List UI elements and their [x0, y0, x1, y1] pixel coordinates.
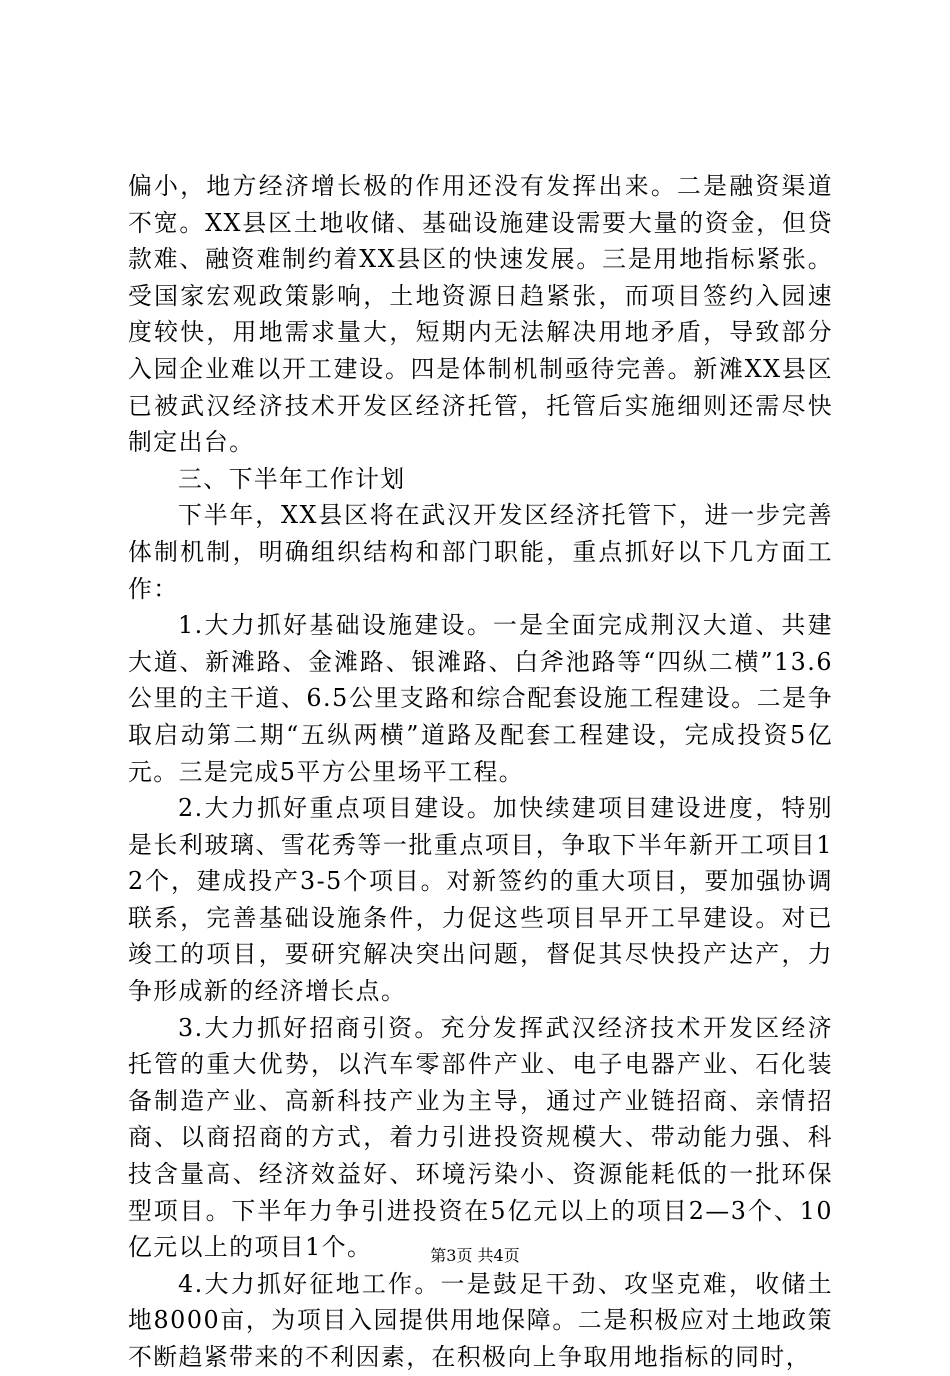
- paragraph-plan-intro: 下半年，XX县区将在武汉开发区经济托管下，进一步完善体制机制，明确组织结构和部门职能，重点抓好以下几方面工作：: [128, 501, 833, 603]
- paragraph-infrastructure: 1.大力抓好基础设施建设。一是全面完成荆汉大道、共建大道、新滩路、金滩路、银滩路、白斧池路等“四纵二横”13.6公里的主干道、6.5公里支路和综合配套设施工程建设。二是争取启动第二期“五纵两横”道路及配套工程建设，完成投资5亿元。三是完成5平方公里场平工程。: [128, 611, 833, 786]
- page-footer: 第3页 共4页: [430, 1246, 520, 1265]
- paragraph-investment-attraction: 3.大力抓好招商引资。充分发挥武汉经济技术开发区经济托管的重大优势，以汽车零部件产业、电子电器产业、石化装备制造产业、高新科技产业为主导，通过产业链招商、亲情招商、以商招商的方式，着力引进投资规模大、带动能力强、科技含量高、经济效益好、环境污染小、资源能耗低的一批环保型项目。下半年力争引进投资在5亿元以上的项目2—3个、10亿元以上的项目1个。: [128, 1013, 833, 1262]
- paragraph-key-projects: 2.大力抓好重点项目建设。加快续建项目建设进度，特别是长利玻璃、雪花秀等一批重点项目，争取下半年新开工项目12个，建成投产3-5个项目。对新签约的重大项目，要加强协调联系，完善基础设施条件，力促这些项目早开工早建设。对已竣工的项目，要研究解决突出问题，督促其尽快投产达产，力争形成新的经济增长点。: [128, 794, 833, 1006]
- paragraph-land-acquisition: 4.大力抓好征地工作。一是鼓足干劲、攻坚克难，收储土地8000亩，为项目入园提供用地保障。二是积极应对土地政策不断趋紧带来的不利因素，在积极向上争取用地指标的同时，: [128, 1269, 833, 1371]
- paragraph-issues-continued: 偏小，地方经济增长极的作用还没有发挥出来。二是融资渠道不宽。XX县区土地收储、基础设施建设需要大量的资金，但贷款难、融资难制约着XX县区的快速发展。三是用地指标紧张。受国家宏观政策影响，土地资源日趋紧张，而项目签约入园速度较快，用地需求量大，短期内无法解决用地矛盾，导致部分入园企业难以开工建设。四是体制机制亟待完善。新滩XX县区已被武汉经济技术开发区经济托管，托管后实施细则还需尽快制定出台。: [128, 172, 833, 457]
- document-body: [128, 168, 833, 1376]
- section-heading-second-half-plan: 三、下半年工作计划: [178, 464, 406, 493]
